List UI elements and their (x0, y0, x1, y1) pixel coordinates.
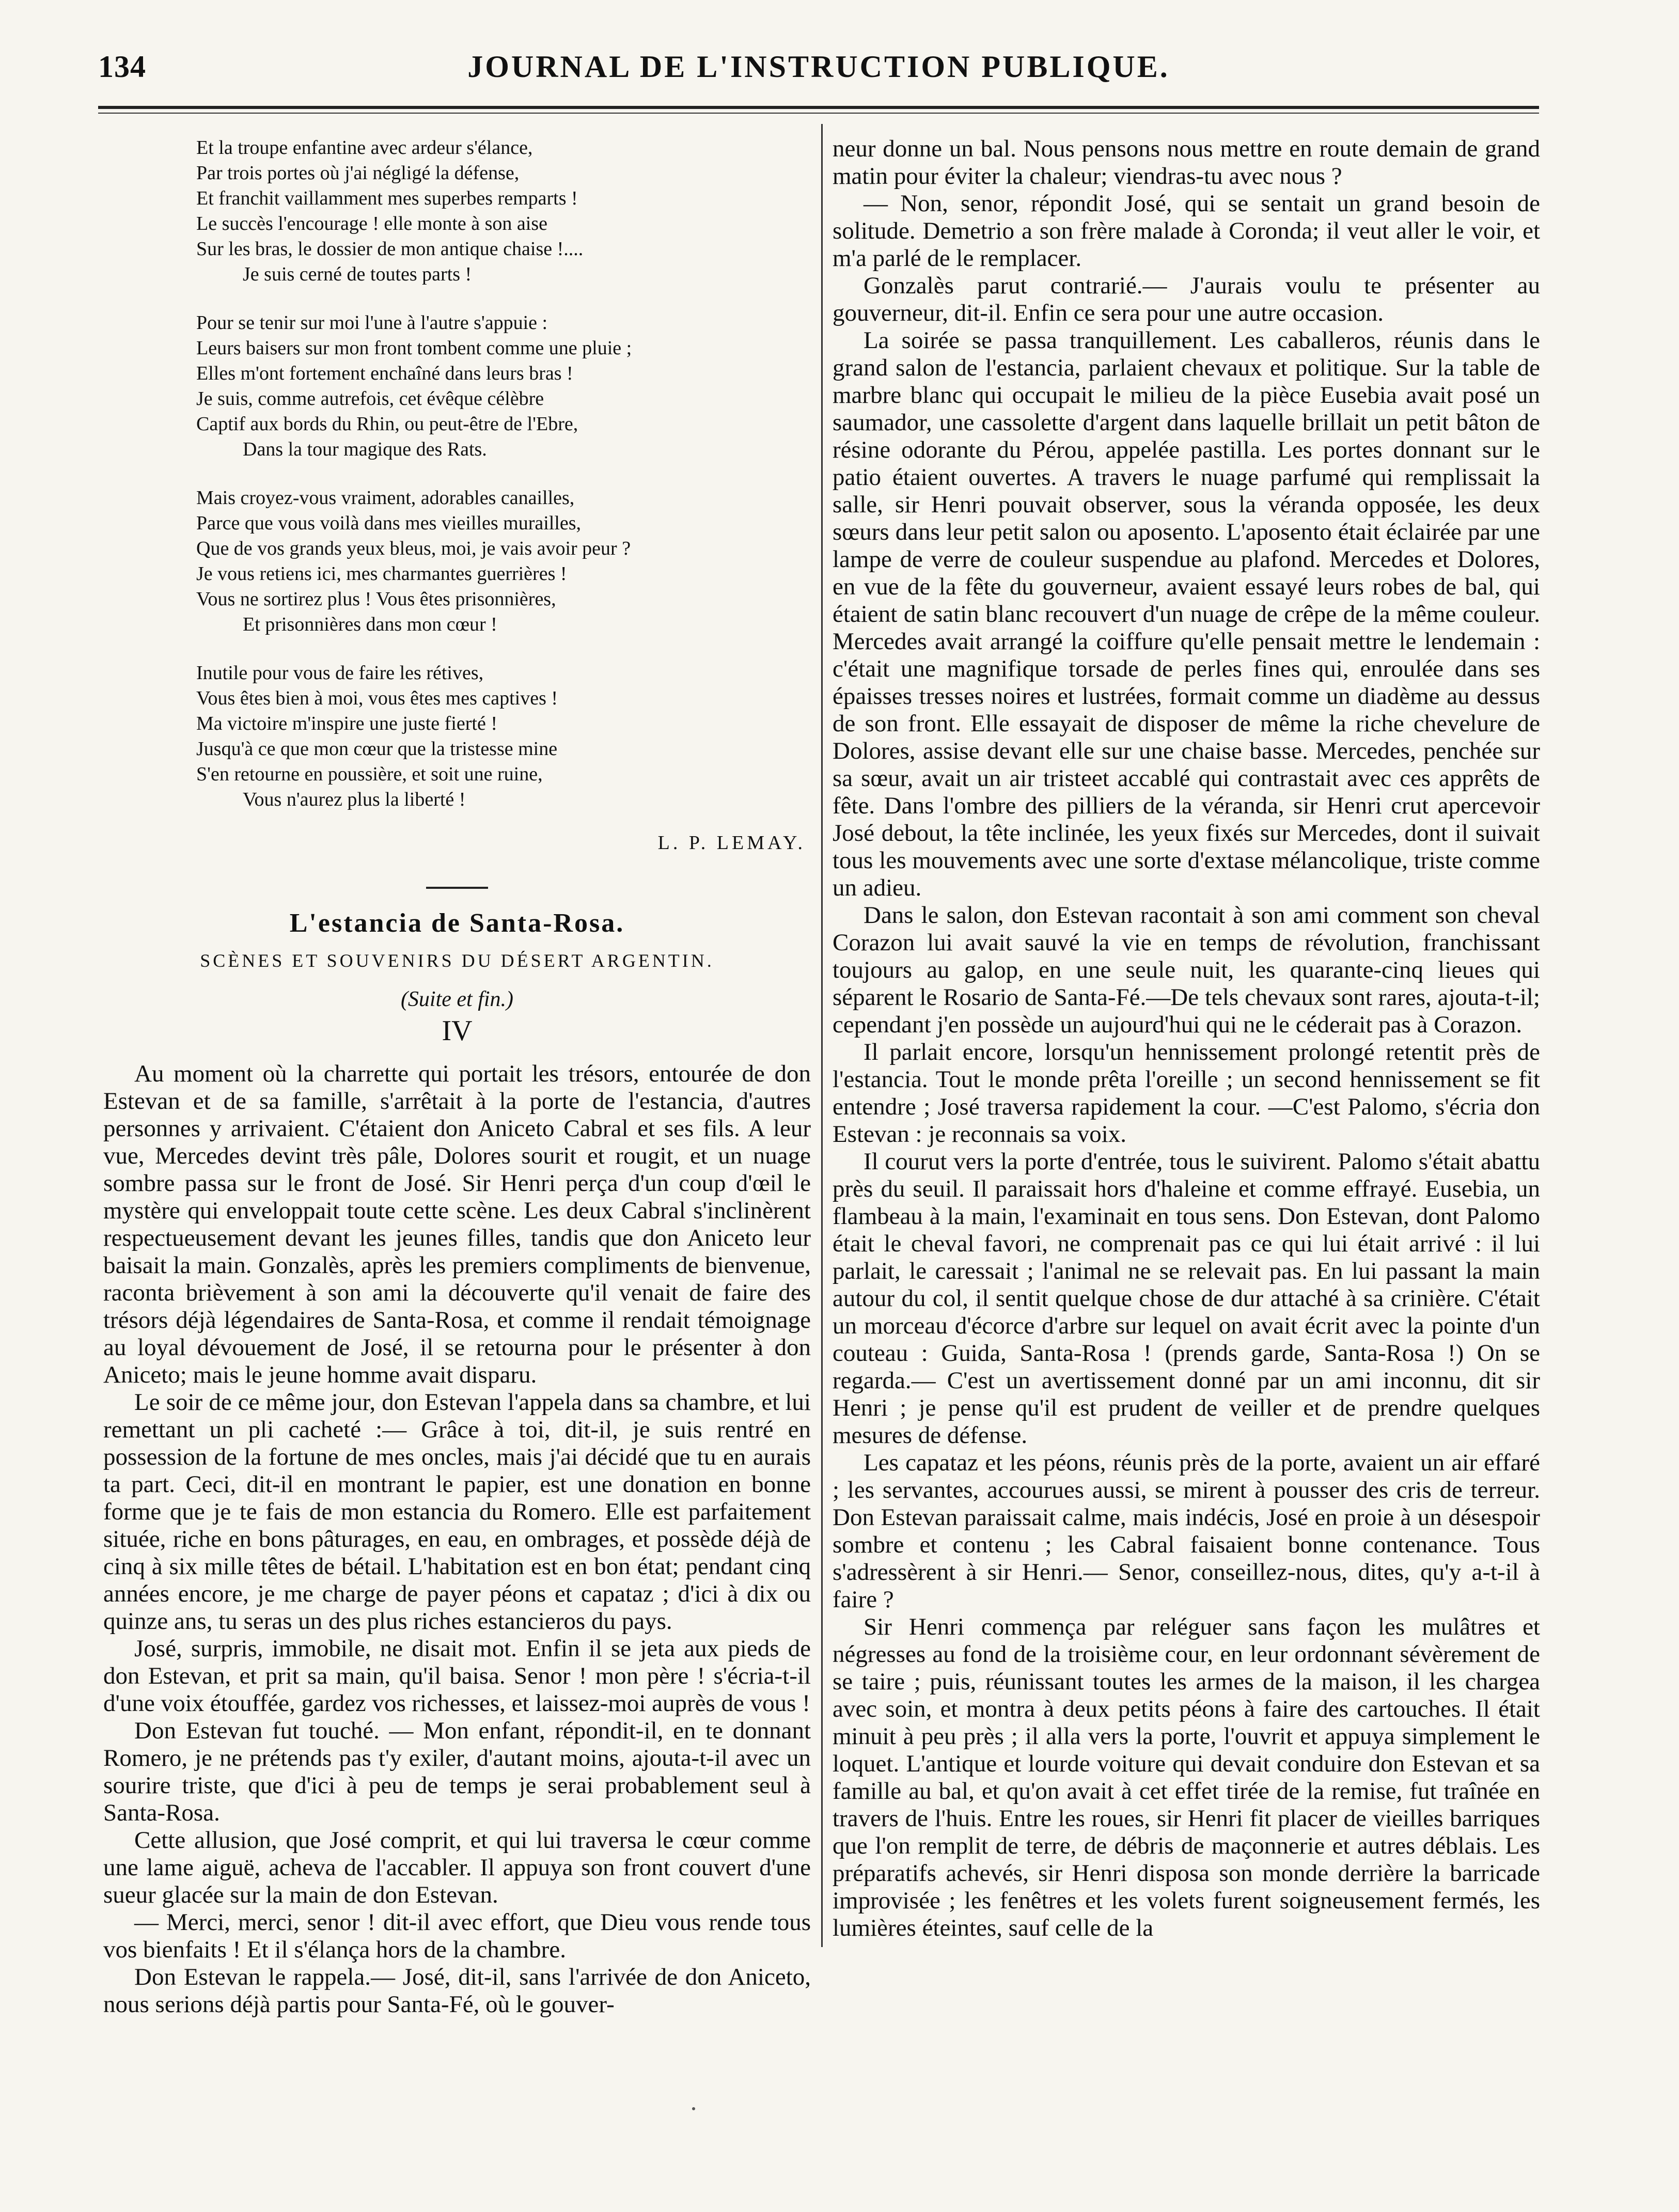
poem-line: Vous n'aurez plus la liberté ! (243, 789, 466, 810)
section-separator (426, 887, 488, 889)
page-number: 134 (98, 50, 146, 84)
poem-stanza (196, 310, 811, 462)
paragraph: Don Estevan fut touché. — Mon enfant, répondit-il, en te donnant Romero, je ne prétends pas t'y exiler, d'autant moins, ajouta-t-il avec un sourire triste, que d'ici à peu de temps je serai probablement seul à Santa-Rosa. (103, 1717, 811, 1826)
poem-line: Dans la tour magique des Rats. (243, 438, 487, 460)
paragraph: Le soir de ce même jour, don Estevan l'appela dans sa chambre, et lui remettant un pli cacheté :— Grâce à toi, dit-il, je suis rentré en possession de la fortune de mes oncles, mais j'ai décidé que tu en aurais ta part. Ceci, dit-il en montrant le papier, est une donation en bonne forme que je te fais de mon estancia du Romero. Elle est parfaitement située, riche en bons pâturages, en eau, en ombrages, et possède déjà de cinq à six mille têtes de bétail. L'habitation est en bon état; pendant cinq années encore, je me charge de payer péons et capataz ; d'ici à dix ou quinze ans, tu seras un des plus riches estancieros du pays. (103, 1389, 811, 1635)
header-rule-thick (98, 106, 1539, 109)
paragraph: Les capataz et les péons, réunis près de la porte, avaient un air effaré ; les servantes, accourues aussi, se mirent à pousser des cris de terreur. Don Estevan paraissait calme, mais indécis, José en proie à un désespoir sombre et contenu ; les Cabral faisaient bonne contenance. Tous s'adressèrent à sir Henri.— Senor, conseillez-nous, dites, qu'y a-t-il à faire ? (833, 1449, 1540, 1613)
poem-line: Inutile pour vous de faire les rétives, (196, 662, 484, 684)
paragraph: Don Estevan le rappela.— José, dit-il, sans l'arrivée de don Aniceto, nous serions déjà partis pour Santa-Fé, où le gouver- (103, 1964, 811, 2018)
paragraph: Gonzalès parut contrarié.— J'aurais voulu te présenter au gouverneur, dit-il. Enfin ce sera pour une autre occasion. (833, 272, 1540, 326)
poem-line: Mais croyez-vous vraiment, adorables canailles, (196, 487, 575, 509)
poem-line: Et la troupe enfantine avec ardeur s'élance, (196, 137, 533, 159)
poem-line: S'en retourne en poussière, et soit une ruine, (196, 763, 543, 785)
poem-line: Sur les bras, le dossier de mon antique chaise !.... (196, 238, 584, 260)
poem-line: Captif aux bords du Rhin, ou peut-être de l'Ebre, (196, 413, 578, 435)
header-rule-thin (98, 113, 1539, 114)
poem-line: Parce que vous voilà dans mes vieilles murailles, (196, 512, 582, 534)
poem-signature: L. P. LEMAY. (657, 832, 806, 854)
paragraph: — Non, senor, répondit José, qui se sentait un grand besoin de solitude. Demetrio a son frère malade à Coronda; il veut aller le voir, et m'a parlé de le remplacer. (833, 190, 1540, 272)
paragraph: Il parlait encore, lorsqu'un hennissement prolongé retentit près de l'estancia. Tout le monde prêta l'oreille ; un second hennissement se fit entendre ; José traversa rapidement la cour. —C'est Palomo, s'écria don Estevan : je reconnais sa voix. (833, 1039, 1540, 1148)
poem-stanza (196, 485, 811, 637)
column-divider (821, 124, 823, 1947)
poem-line: Et franchit vaillamment mes superbes remparts ! (196, 187, 578, 209)
paragraph: José, surpris, immobile, ne disait mot. Enfin il se jeta aux pieds de don Estevan, et prit sa main, qu'il baisa. Senor ! mon père ! s'écria-t-il d'une voix étouffée, gardez vos richesses, et laissez-moi auprès de vous ! (103, 1635, 811, 1717)
page-header (98, 49, 1539, 106)
paragraph: Dans le salon, don Estevan racontait à son ami comment son cheval Corazon lui avait sauvé la vie en temps de révolution, franchissant toujours au galop, en une seule nuit, les quarante-cinq lieues qui séparent le Rosario de Santa-Fé.—De tels chevaux sont rares, ajouta-t-il; cependant j'en possède un aujourd'hui qui ne le céderait pas à Corazon. (833, 902, 1540, 1038)
poem-line: Leurs baisers sur mon front tombent comme une pluie ; (196, 337, 632, 359)
poem-line: Par trois portes où j'ai négligé la défense, (196, 162, 520, 184)
paragraph: Il courut vers la porte d'entrée, tous le suivirent. Palomo s'était abattu près du seuil. Il paraissait hors d'haleine et comme effrayé. Eusebia, un flambeau à la main, l'examinait en tous sens. Don Estevan, dont Palomo était le cheval favori, ne comprenait pas ce qui lui était arrivé : il lui parlait, le caressait ; l'animal ne se relevait pas. En lui passant la main autour du col, il sentit quelque chose de dur attaché à sa crinière. C'était un morceau d'écorce d'arbre sur lequel on avait écrit avec la pointe d'un couteau : Guida, Santa-Rosa ! (prends garde, Santa-Rosa !) On se regarda.— C'est un avertissement donné par un ami inconnu, dit sir Henri ; je pense qu'il est prudent de veiller et de prendre quelques mesures de défense. (833, 1148, 1540, 1449)
paragraph: Sir Henri commença par reléguer sans façon les mulâtres et négresses au fond de la troisième cour, en leur ordonnant sévèrement de se taire ; puis, réunissant toutes les armes de la maison, il les chargea avec soin, et montra à deux petits péons à faire des cartouches. Il était minuit à peu près ; il alla vers la porte, l'ouvrit et appuya simplement le loquet. L'antique et lourde voiture qui devait conduire don Estevan et sa famille au bal, et qu'on avait à cet effet tirée de la remise, fut traînée en travers de l'huis. Entre les roues, sir Henri fit placer de vieilles barriques que l'on remplit de terre, de débris de maçonnerie et autres déblais. Les préparatifs achevés, sir Henri disposa son monde derrière la barricade improvisée ; les fenêtres et les volets furent soigneusement fermés, les lumières éteintes, sauf celle de la (833, 1613, 1540, 1941)
story-title: L'estancia de Santa-Rosa. (289, 908, 625, 938)
poem-line: Elles m'ont fortement enchaîné dans leurs bras ! (196, 363, 573, 384)
chapter-number: IV (442, 1015, 473, 1047)
poem-line: Que de vos grands yeux bleus, moi, je vais avoir peur ? (196, 538, 631, 559)
poem-stanza (196, 135, 811, 287)
story-continuation: (Suite et fin.) (400, 987, 514, 1011)
print-mark (692, 2107, 695, 2110)
poem-stanza (196, 661, 811, 812)
poem-line: Ma victoire m'inspire une juste fierté ! (196, 713, 497, 734)
paragraph: Cette allusion, que José comprit, et qui lui traversa le cœur comme une lame aiguë, acheva de l'accabler. Il appuya son front couvert d'une sueur glacée sur la main de don Estevan. (103, 1827, 811, 1908)
right-column (833, 135, 1540, 1943)
poem-line: Vous ne sortirez plus ! Vous êtes prisonnières, (196, 588, 556, 610)
paragraph: neur donne un bal. Nous pensons nous mettre en route demain de grand matin pour éviter la chaleur; viendras-tu avec nous ? (833, 135, 1540, 190)
poem-line: Je suis cerné de toutes parts ! (243, 263, 472, 285)
story-subtitle: SCÈNES ET SOUVENIRS DU DÉSERT ARGENTIN. (200, 950, 714, 971)
left-column (103, 135, 811, 2018)
poem-line: Jusqu'à ce que mon cœur que la tristesse mine (196, 738, 558, 760)
paragraph: Au moment où la charrette qui portait les trésors, entourée de don Estevan et de sa famille, s'arrêtait à la porte de l'estancia, d'autres personnes y arrivaient. C'étaient don Aniceto Cabral et ses fils. A leur vue, Mercedes devint très pâle, Dolores sourit et rougit, et un nuage sombre passa sur le front de José. Sir Henri perça d'un coup d'œil le mystère qui enveloppait toute cette scène. Les deux Cabral s'inclinèrent respectueusement devant les jeunes filles, tandis que don Aniceto leur baisait la main. Gonzalès, après les premiers compliments de bienvenue, raconta brièvement à son ami la découverte qu'il venait de faire des trésors déjà légendaires de Santa-Rosa, et comme il rendait témoignage au loyal dévouement de José, il se retourna pour le présenter à don Aniceto; mais le jeune homme avait disparu. (103, 1060, 811, 1388)
paragraph: La soirée se passa tranquillement. Les caballeros, réunis dans le grand salon de l'estancia, parlaient chevaux et politique. Sur la table de marbre blanc qui occupait le milieu de la pièce Eusebia avait posé un saumador, une cassolette d'argent dans laquelle brillait un petit bâton de résine odorante du Pérou, appelée pastilla. Les portes donnant sur le patio étaient ouvertes. A travers le nuage parfumé qui remplissait la salle, sir Henri pouvait observer, sous la véranda opposée, les deux sœurs dans leur petit salon ou aposento. L'aposento était éclairée par une lampe de verre de couleur suspendue au plafond. Mercedes et Dolores, en vue de la fête du gouverneur, avaient essayé leurs robes de bal, qui étaient de satin blanc recouvert d'un nuage de crêpe de la même couleur. Mercedes avait arrangé la coiffure qu'elle pensait mettre le lendemain : c'était une magnifique torsade de perles fines qui, enroulée dans ses épaisses tresses noires et lustrées, formait comme un diadème au dessus de son front. Elle essayait de disposer de même la riche chevelure de Dolores, assise devant elle sur une chaise basse. Mercedes, penchée sur sa sœur, avait un air tristeet accablé qui contrastait avec ces apprêts de fête. Dans l'ombre des pilliers de la véranda, sir Henri crut apercevoir José debout, la tête inclinée, les yeux fixés sur Mercedes, dont il suivait tous les mouvements avec une sorte d'extase mélancolique, triste comme un adieu. (833, 327, 1540, 901)
poem-line: Je vous retiens ici, mes charmantes guerrières ! (196, 563, 567, 585)
poem-line: Pour se tenir sur moi l'une à l'autre s'appuie : (196, 312, 548, 334)
journal-title: JOURNAL DE L'INSTRUCTION PUBLIQUE. (467, 50, 1170, 84)
poem-line: Je suis, comme autrefois, cet évêque célèbre (196, 388, 544, 410)
poem-line: Vous êtes bien à moi, vous êtes mes captives ! (196, 687, 558, 709)
poem-line: Le succès l'encourage ! elle monte à son aise (196, 213, 547, 234)
poem (103, 135, 811, 856)
paragraph: — Merci, merci, senor ! dit-il avec effort, que Dieu vous rende tous vos bienfaits ! Et il s'élança hors de la chambre. (103, 1909, 811, 1963)
poem-line: Et prisonnières dans mon cœur ! (243, 614, 497, 635)
